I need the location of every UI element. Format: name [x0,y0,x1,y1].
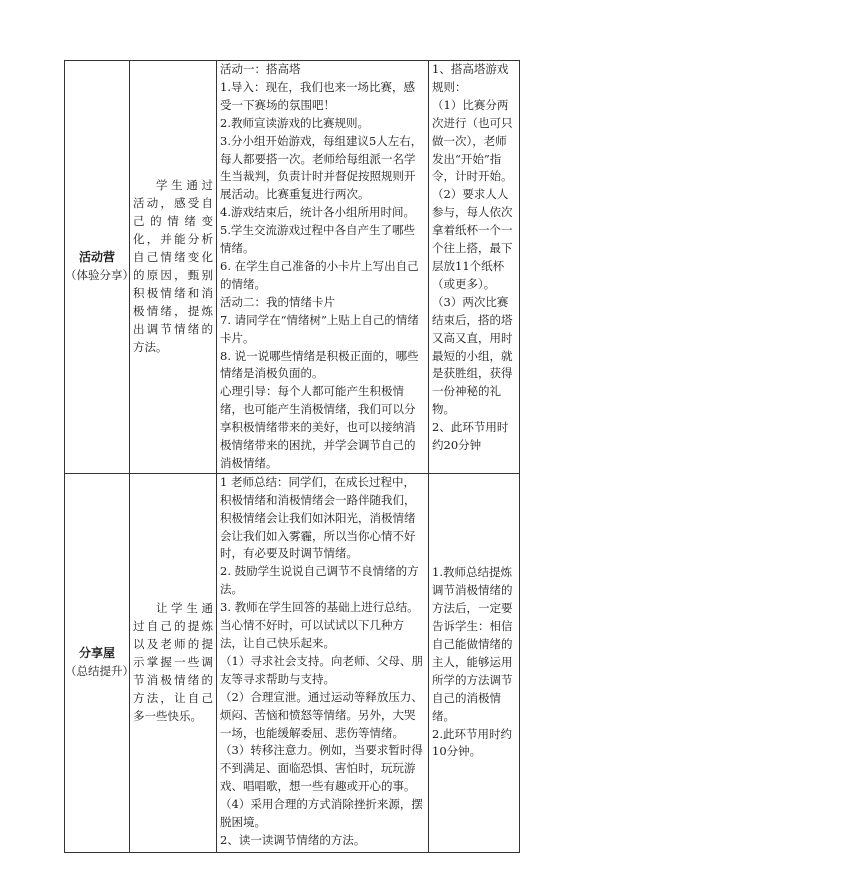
activity-line: （4）采用合理的方式消除挫折来源，摆脱困境。 [220,797,423,830]
activity-line: 8. 说一说哪些情绪是积极正面的，哪些情绪是消极负面的。 [220,348,419,381]
stage-title: 分享屋 [78,645,115,660]
stage-cell [65,61,134,474]
activity-line: 6. 在学生自己准备的小卡片上写出自己的情绪。 [220,258,419,291]
activity-line: 1.导入：现在，我们也来一场比赛，感受一下赛场的氛围吧！ [220,79,415,112]
activity-line: 5.学生交流游戏过程中各自产生了哪些情绪。 [220,223,415,256]
note-line: （2）要求人人参与，每人依次拿着纸杯一个一个往上搭，最下层放11个纸杯（或更多）。 [432,187,513,291]
activity-line: 活动二：我的情绪卡片 [220,294,335,309]
activity-line: 2.教师宣读游戏的比赛规则。 [220,115,369,130]
stage-subtitle: （体验分享） [65,267,134,282]
note-line: 1、搭高塔游戏规则： [432,62,509,94]
note-line: 2、此环节用时约20分钟 [432,420,509,453]
activity-line: 心理引导：每个人都可能产生积极情绪，也可能产生消极情绪，我们可以分享积极情绪带来的美好，也可以接纳消极情绪带来的困扰，并学会调节自己的消极情绪。 [220,384,416,470]
note-line: （3）两次比赛结束后，搭的塔又高又直，用时最短的小组，就是获胜组，获得一份神秘的礼物。 [432,294,513,417]
goal-cell [130,61,217,474]
activity-cell [217,61,429,474]
table-row [65,61,520,474]
note-cell [429,61,520,474]
activity-line: 2、读一读调节情绪的方法。 [220,832,366,847]
activity-line: （2）合理宣泄。通过运动等释放压力、烦闷、苦恼和愤怒等情绪。另外，大哭一场，也能缓解委屈、悲伤等情绪。 [220,689,423,740]
activity-cell [217,473,429,852]
note-line: 2.此环节用时约10分钟。 [432,726,512,759]
note-line: 1.教师总结提炼调节消极情绪的方法后，一定要告诉学生：相信自己能做情绪的主人，能够运用所学的方法调节自己的消极情绪。 [432,565,513,723]
note-line: （1）比赛分两次进行（也可只做一次），老师发出“开始”指令，计时开始。 [432,97,513,184]
activity-line: 4.游戏结束后，统计各小组所用时间。 [220,205,415,220]
activity-line: 1 老师总结：同学们，在成长过程中，积极情绪和消极情绪会一路伴随我们，积极情绪会让我们如沐阳光，消极情绪会让我们如入雾霾，所以当你心情不好时，有必要及时调节情绪。 [220,474,416,561]
activity-line: （1）寻求社会支持。向老师、父母、朋友等寻求帮助与支持。 [220,653,423,686]
goal-text: 让学生通过自己的提炼以及老师的提示掌握一些调节消极情绪的方法，让自己多一些快乐。 [133,601,213,723]
stage-cell [65,473,134,852]
activity-line: 7. 请同学在“情绪树”上贴上自己的情绪卡片。 [220,312,419,345]
lesson-plan-table [64,60,520,853]
activity-line: 3.分小组开始游戏，每组建议5人左右，每人都要搭一次。老师给每组派一名学生当裁判，负责计时并督促按照规则开展活动。比赛重复进行两次。 [220,133,423,202]
activity-line: 3. 教师在学生回答的基础上进行总结。当心情不好时，可以试试以下几种方法，让自己快乐起来。 [220,600,419,650]
note-cell [429,473,520,852]
table-row [65,473,520,852]
stage-subtitle: （总结提升） [65,663,134,678]
activity-line: （3）转移注意力。例如，当要求暂时得不到满足、面临恐惧、害怕时，玩玩游戏、唱唱歌，想一些有趣或开心的事。 [220,743,423,794]
activity-line: 2. 鼓励学生说说自己调节不良情绪的方法。 [220,564,419,597]
goal-text: 学生通过活动，感受自己的情绪变化，并能分析自己情绪变化的原因，甄别积极情绪和消极情绪，提炼出调节情绪的方法。 [133,178,213,354]
stage-title: 活动营 [78,250,115,265]
activity-line: 活动一：搭高塔 [220,62,301,76]
goal-cell [130,473,217,852]
